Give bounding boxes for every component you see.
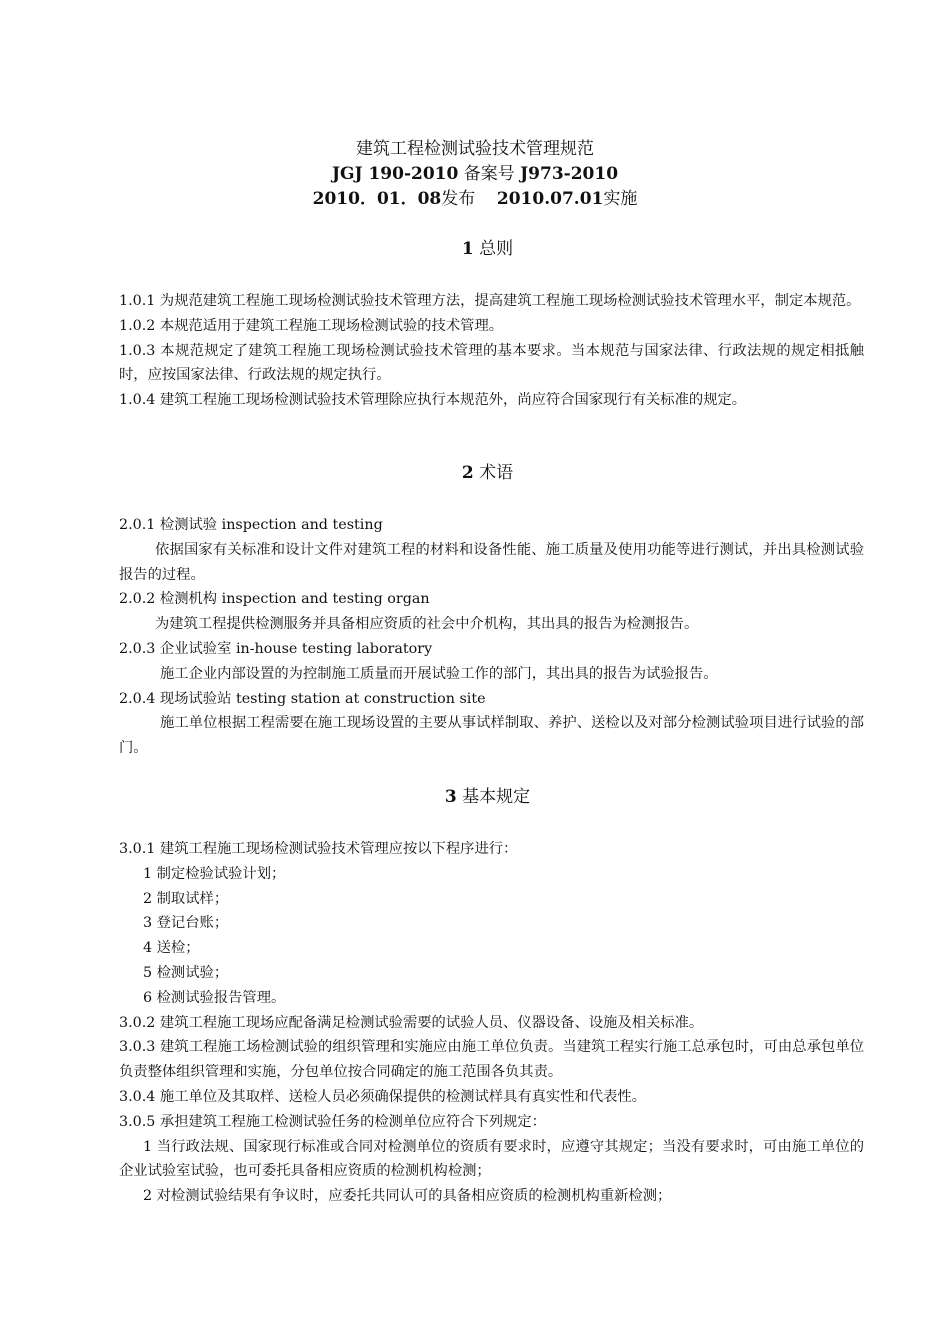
section-number: 2 [461, 463, 474, 483]
clause-1-0-3: 1.0.3 本规范规定了建筑工程施工现场检测试验技术管理的基本要求。当本规范与国家法律、行政法规的规定相抵触时，应按国家法律、行政法规的规定执行。 [119, 342, 864, 384]
procedure-item: 1 制定检验试验计划； [143, 865, 286, 882]
publish-date: 2010．01．08 [312, 189, 442, 209]
procedure-item: 3 登记台账； [143, 915, 229, 932]
clause-1-0-4: 1.0.4 建筑工程施工现场检测试验技术管理除应执行本规范外，尚应符合国家现行有关标准的规定。 [119, 392, 747, 409]
section-1-body [119, 289, 864, 413]
section-number: 1 [461, 239, 474, 259]
term-heading: 2.0.4 现场试验站 testing station at construction site [119, 690, 486, 707]
record-number: J973-2010 [520, 164, 619, 184]
procedure-item: 2 制取试样； [143, 890, 229, 907]
section-3-body [119, 837, 864, 1209]
publish-label: 发布 [441, 189, 476, 209]
clause-3-0-2: 3.0.2 建筑工程施工现场应配备满足检测试验需要的试验人员、仪器设备、设施及相关标准。 [119, 1014, 704, 1031]
term-heading: 2.0.2 检测机构 inspection and testing organ [119, 591, 430, 608]
section-number: 3 [444, 787, 457, 807]
term-definition: 为建筑工程提供检测服务并具备相应资质的社会中介机构，其出具的报告为检测报告。 [155, 616, 699, 633]
document-header [0, 137, 950, 212]
term-heading: 2.0.1 检测试验 inspection and testing [119, 517, 383, 533]
section-2-body [119, 513, 864, 761]
rule-item: 2 对检测试验结果有争议时，应委托共同认可的具备相应资质的检测机构重新检测； [143, 1188, 672, 1205]
term-definition: 施工单位根据工程需要在施工现场设置的主要从事试样制取、养护、送检以及对部分检测试验项目进行试验的部门。 [119, 715, 864, 757]
document-title: 建筑工程检测试验技术管理规范 [356, 139, 594, 159]
section-heading-3 [0, 785, 950, 809]
clause-1-0-2: 1.0.2 本规范适用于建筑工程施工现场检测试验的技术管理。 [119, 317, 504, 334]
section-title: 基本规定 [462, 787, 531, 807]
clause-1-0-1: 1.0.1 为规范建筑工程施工现场检测试验技术管理方法，提高建筑工程施工现场检测试验技术管理水平，制定本规范。 [119, 293, 861, 309]
section-title: 术语 [479, 463, 514, 483]
record-label: 备案号 [463, 164, 515, 184]
clause-3-0-4: 3.0.4 施工单位及其取样、送检人员必须确保提供的检测试样具有真实性和代表性。 [119, 1088, 647, 1105]
clause-3-0-3: 3.0.3 建筑工程施工场检测试验的组织管理和实施应由施工单位负责。当建筑工程实行施工总承包时，可由总承包单位负责整体组织管理和实施，分包单位按合同确定的施工范围各负其责。 [119, 1039, 864, 1081]
section-heading-2 [0, 461, 950, 485]
term-heading: 2.0.3 企业试验室 in-house testing laboratory [119, 640, 433, 657]
standard-code-line [0, 162, 950, 187]
term-definition: 依据国家有关标准和设计文件对建筑工程的材料和设备性能、施工质量及使用功能等进行测试，并出具检测试验报告的过程。 [119, 541, 864, 583]
effective-date: 2010.07.01 [496, 189, 604, 209]
clause-3-0-5: 3.0.5 承担建筑工程施工检测试验任务的检测单位应符合下列规定： [119, 1113, 546, 1130]
effective-label: 实施 [603, 189, 638, 209]
procedure-item: 6 检测试验报告管理。 [143, 989, 286, 1006]
procedure-item: 4 送检； [143, 940, 200, 957]
section-heading-1 [0, 237, 950, 261]
section-title: 总则 [479, 239, 514, 259]
clause-3-0-1: 3.0.1 建筑工程施工现场检测试验技术管理应按以下程序进行： [119, 841, 518, 857]
date-line [0, 187, 950, 212]
term-definition: 施工企业内部设置的为控制施工质量而开展试验工作的部门，其出具的报告为试验报告。 [160, 665, 718, 682]
rule-item: 1 当行政法规、国家现行标准或合同对检测单位的资质有要求时，应遵守其规定；当没有要求时，可由施工单位的企业试验室试验，也可委托具备相应资质的检测机构检测； [119, 1138, 864, 1180]
procedure-item: 5 检测试验； [143, 964, 229, 981]
standard-code: JGJ 190-2010 [331, 164, 459, 184]
